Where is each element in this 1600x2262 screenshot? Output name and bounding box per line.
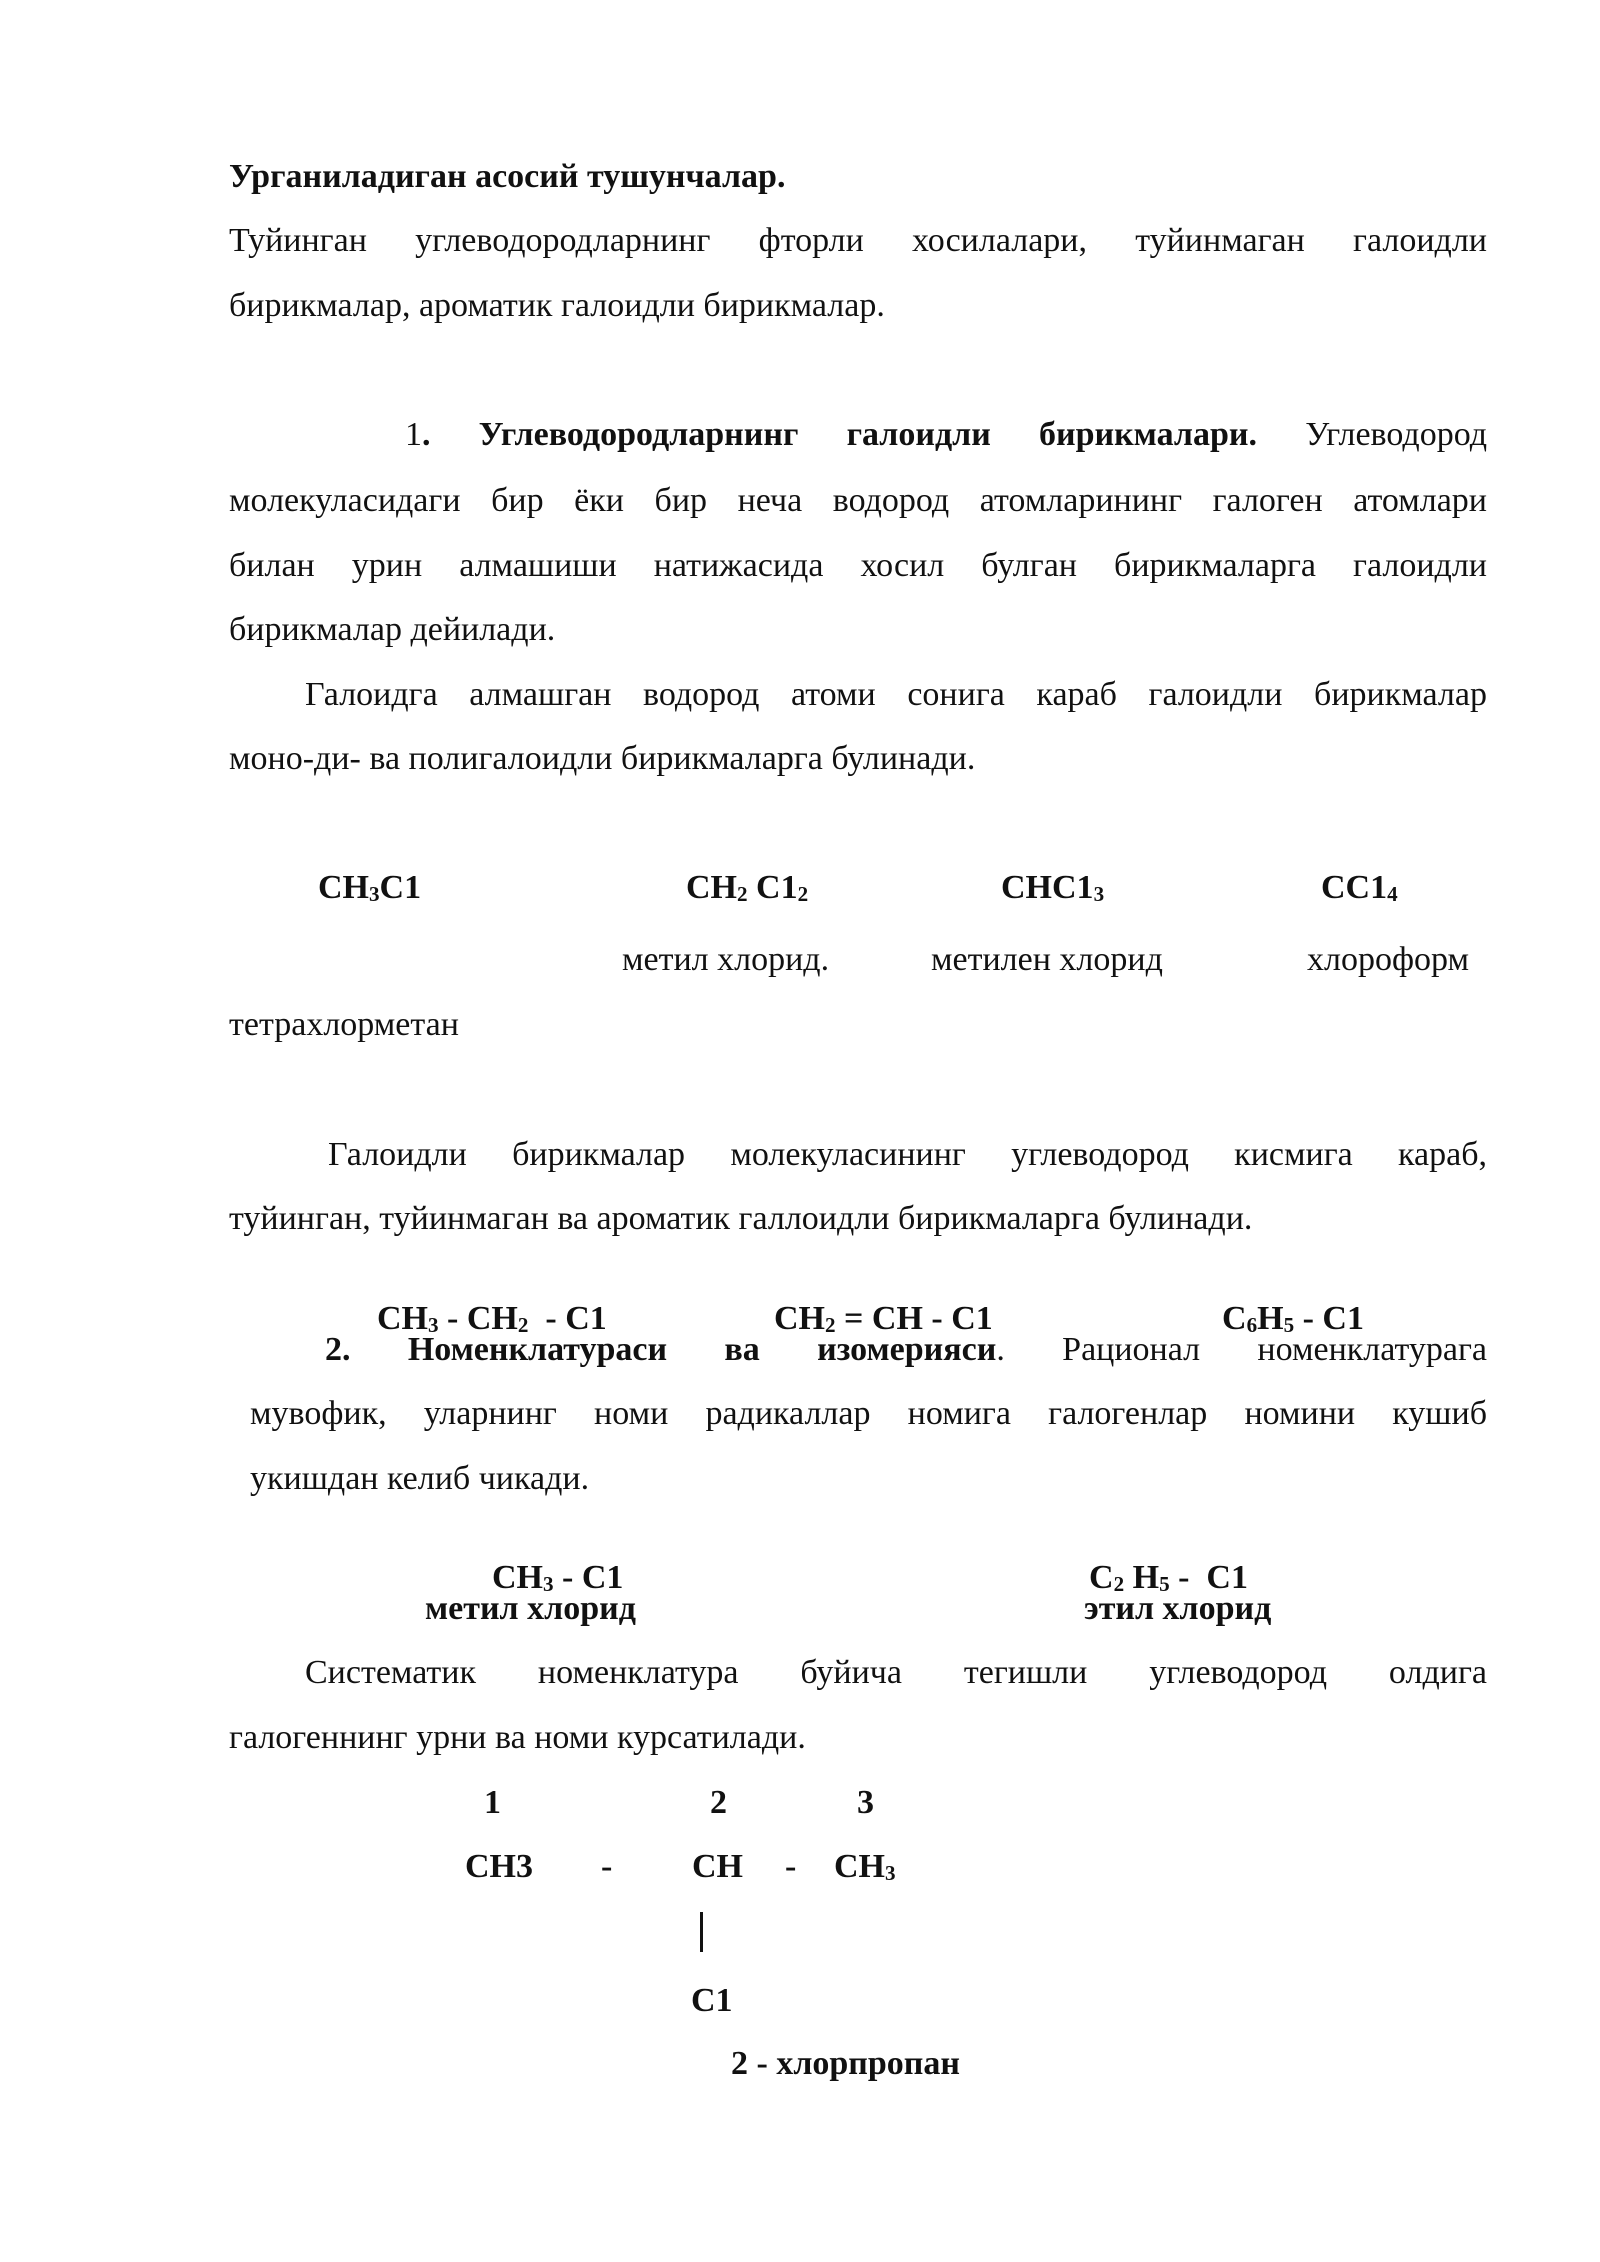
- section1-title: . Углеводородларнинг галоидли бирикмалари.: [422, 416, 1257, 453]
- name-methyl-chloride-2: метил хлорид: [425, 1590, 636, 1627]
- formula-chlorobenzene: $C_6H_5 - C1$: [1222, 1300, 1364, 1338]
- formula-ethyl-chloride: $CH_3 - CH_2 - C1$: [377, 1300, 607, 1338]
- section1-title-line: [405, 418, 1487, 452]
- carbon-number-2: 2: [710, 1784, 727, 1821]
- section1-lead: Углеводород: [1305, 416, 1488, 453]
- bond-dash-2: -: [785, 1848, 797, 1885]
- section2-title: Номенклатураси ва изомерияси: [407, 1331, 997, 1368]
- formula-c2h5cl: $C_2$ $H_5 - C1$: [1089, 1559, 1248, 1597]
- bond-dash-1: -: [601, 1848, 613, 1885]
- formula-methylene-chloride: $CH_2$ $C1_2$: [686, 869, 809, 907]
- group-ch3-right: $CH_3$: [834, 1848, 896, 1886]
- name-chloroform: хлороформ: [1307, 941, 1469, 978]
- formula-ch3cl: $CH_3 - C1$: [492, 1559, 624, 1597]
- carbon-number-3: 3: [857, 1784, 874, 1821]
- section2-number: 2.: [325, 1331, 351, 1368]
- section1-line-3: бирикмалар дейилади.: [229, 611, 556, 648]
- chlorine-substituent: C1: [691, 1982, 733, 2019]
- formula-tetrachloromethane: $CC1_4$: [1321, 869, 1398, 907]
- section1-line-1: молекуласидаги бир ёки бир неча водород атомларининг галоген атомлари: [229, 482, 1487, 519]
- para4-line-2: галогеннинг урни ва номи курсатилади.: [229, 1719, 806, 1756]
- section2-line-2: укишдан келиб чикади.: [250, 1460, 590, 1497]
- para4-line-1: Систематик номенклатура буйича тегишли углеводород олдига: [305, 1654, 1487, 1691]
- group-ch-center: CH: [692, 1848, 743, 1885]
- para3-line-1: Галоидли бирикмалар молекуласининг углеводород кисмига караб,: [328, 1136, 1487, 1173]
- formula-methyl-chloride: $CH_3C1$: [318, 869, 422, 907]
- name-ethyl-chloride: этил хлорид: [1084, 1590, 1272, 1627]
- section1-para2-line-2: моно-ди- ва полигалоидли бирикмаларга булинади.: [229, 740, 976, 777]
- vertical-bond: [700, 1912, 703, 1952]
- para3-line-2: туйинган, туйинмаган ва ароматик галлоидли бирикмаларга булинади.: [229, 1200, 1253, 1237]
- section2-title-line: [325, 1333, 1487, 1367]
- section1-line-2: билан урин алмашиши натижасида хосил булган бирикмаларга галоидли: [229, 547, 1487, 584]
- page-heading: Урганиладиган асосий тушунчалар.: [229, 158, 786, 195]
- formula-vinyl-chloride: $CH_2$ = CH - C1: [774, 1300, 993, 1338]
- intro-line-1: Туйинган углеводородларнинг фторли хосилалари, туйинмаган галоидли: [229, 222, 1487, 259]
- name-methylene-chloride: метилен хлорид: [931, 941, 1163, 978]
- group-ch3-left: CH3: [465, 1848, 533, 1885]
- section2-rest: . Рационал номенклатурага: [996, 1331, 1488, 1368]
- name-tetrachloromethane: тетрахлорметан: [229, 1006, 459, 1043]
- section1-number: 1: [405, 416, 422, 453]
- section2-line-1: мувофик, уларнинг номи радикаллар номига галогенлар номини кушиб: [250, 1395, 1487, 1432]
- intro-line-2: бирикмалар, ароматик галоидли бирикмалар.: [229, 287, 885, 324]
- section1-para2-line-1: Галоидга алмашган водород атоми сонига караб галоидли бирикмалар: [305, 676, 1487, 713]
- name-methyl-chloride: метил хлорид.: [622, 941, 830, 978]
- compound-name-2-chloropropane: 2 - хлорпропан: [731, 2045, 960, 2082]
- formula-chloroform: $CHC1_3$: [1001, 869, 1105, 907]
- carbon-number-1: 1: [484, 1784, 501, 1821]
